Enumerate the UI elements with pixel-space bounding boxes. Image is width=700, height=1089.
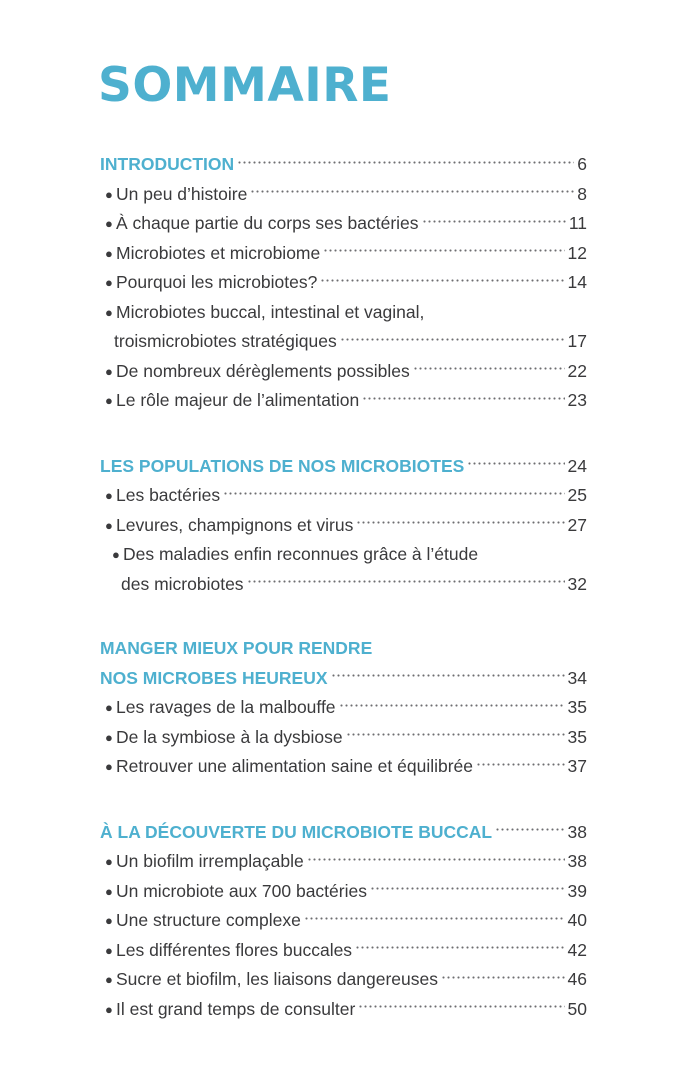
- toc-section-introduction: [100, 150, 587, 416]
- toc-item-continuation[interactable]: [100, 570, 587, 600]
- bullet-icon: ●: [105, 304, 113, 320]
- page-number: 17: [567, 331, 587, 351]
- toc-item[interactable]: [100, 965, 587, 995]
- toc-heading-first-line[interactable]: [100, 634, 587, 664]
- toc-heading-label: À LA DÉCOUVERTE DU MICROBIOTE BUCCAL: [100, 821, 493, 842]
- page-number: 14: [567, 272, 587, 292]
- leader-dots: [339, 700, 565, 710]
- leader-dots: [356, 518, 564, 528]
- toc-item-label: Le rôle majeur de l’alimentation: [116, 390, 360, 410]
- toc-item[interactable]: [100, 357, 587, 387]
- toc-heading-label: LES POPULATIONS DE NOS MICROBIOTES: [100, 455, 465, 476]
- toc-section-populations: [100, 452, 587, 600]
- leader-dots: [250, 187, 574, 197]
- bullet-icon: ●: [105, 913, 113, 928]
- toc-item[interactable]: [100, 511, 587, 541]
- bullet-icon: ●: [105, 363, 113, 379]
- toc-heading-label-line1: MANGER MIEUX POUR RENDRE: [100, 638, 373, 658]
- bullet-icon: ●: [105, 972, 113, 987]
- toc-heading[interactable]: [100, 818, 587, 848]
- page-number: 8: [577, 183, 587, 204]
- leader-dots: [467, 459, 564, 469]
- toc-heading[interactable]: [100, 150, 587, 180]
- leader-dots: [323, 246, 564, 256]
- toc-heading-label: NOS MICROBES HEUREUX: [100, 667, 328, 688]
- toc-item-label: Retrouver une alimentation saine et équilibrée: [116, 756, 474, 776]
- toc-heading[interactable]: [100, 452, 587, 482]
- leader-dots: [307, 854, 565, 864]
- bullet-icon: ●: [105, 245, 113, 261]
- toc-item-label: Levures, champignons et virus: [116, 514, 354, 535]
- toc-item[interactable]: [100, 481, 587, 511]
- section-spacer: [100, 782, 587, 818]
- toc-heading[interactable]: [100, 664, 587, 694]
- bullet-icon: ●: [105, 729, 113, 745]
- toc-item[interactable]: [100, 693, 587, 723]
- page-number: 35: [567, 697, 587, 717]
- leader-dots: [247, 577, 565, 587]
- toc-item[interactable]: [100, 209, 587, 239]
- leader-dots: [495, 825, 564, 835]
- toc-item-label: Un biofilm irremplaçable: [116, 851, 304, 871]
- bullet-icon: ●: [105, 883, 113, 899]
- toc-item-label: troismicrobiotes stratégiques: [114, 331, 337, 351]
- toc-item-label: De la symbiose à la dysbiose: [116, 726, 343, 747]
- page-number: 24: [567, 455, 587, 476]
- toc-item-label: De nombreux dérèglements possibles: [116, 360, 410, 381]
- toc-item-label: Un microbiote aux 700 bactéries: [116, 880, 367, 901]
- page-number: 34: [567, 667, 587, 688]
- toc-item[interactable]: [100, 723, 587, 753]
- table-of-contents: [100, 150, 587, 1024]
- bullet-icon: ●: [105, 854, 113, 869]
- toc-item-label-line1: Des maladies enfin reconnues grâce à l’étude: [123, 544, 479, 564]
- page-number: 37: [567, 756, 587, 776]
- toc-section-microbiote-buccal: [100, 818, 587, 1025]
- page-number: 50: [567, 998, 587, 1019]
- toc-item-first-line[interactable]: [100, 298, 587, 328]
- bullet-icon: ●: [105, 942, 113, 958]
- toc-item[interactable]: [100, 847, 587, 877]
- toc-item-label: Sucre et biofilm, les liaisons dangereuses: [116, 969, 438, 989]
- toc-item-label: Il est grand temps de consulter: [116, 998, 356, 1019]
- toc-item-label: Une structure complexe: [116, 910, 301, 930]
- page-number: 6: [577, 154, 587, 174]
- toc-item-label: Les ravages de la malbouffe: [116, 697, 336, 717]
- leader-dots: [331, 671, 565, 681]
- leader-dots: [362, 393, 564, 403]
- page-number: 11: [568, 213, 587, 233]
- page-number: 22: [567, 360, 587, 381]
- leader-dots: [358, 1002, 564, 1012]
- leader-dots: [304, 913, 565, 923]
- bullet-icon: ●: [105, 759, 113, 774]
- page-number: 25: [567, 485, 587, 505]
- leader-dots: [355, 943, 564, 953]
- bullet-icon: ●: [105, 186, 113, 202]
- leader-dots: [237, 157, 574, 167]
- bullet-icon: ●: [105, 517, 113, 533]
- page-number: 35: [567, 726, 587, 747]
- toc-item[interactable]: [100, 906, 587, 936]
- bullet-icon: ●: [105, 1001, 113, 1017]
- leader-dots: [346, 730, 565, 740]
- bullet-icon: ●: [105, 488, 113, 503]
- leader-dots: [441, 972, 565, 982]
- page-number: 38: [567, 821, 587, 842]
- page-number: 39: [567, 880, 587, 901]
- bullet-icon: ●: [105, 700, 113, 715]
- page-number: 23: [567, 390, 587, 410]
- toc-item-label: Pourquoi les microbiotes?: [116, 272, 318, 292]
- page-title: SOMMAIRE: [98, 58, 392, 113]
- leader-dots: [320, 275, 564, 285]
- toc-heading-label: INTRODUCTION: [100, 154, 235, 174]
- page-number: 42: [567, 939, 587, 960]
- leader-dots: [340, 334, 565, 344]
- page-number: 32: [567, 573, 587, 594]
- toc-item-label: Microbiotes et microbiome: [116, 242, 321, 263]
- toc-item-label: Les bactéries: [116, 485, 221, 505]
- page-number: 40: [567, 910, 587, 930]
- toc-item-label: Les différentes flores buccales: [116, 939, 353, 960]
- leader-dots: [223, 488, 564, 498]
- section-spacer: [100, 416, 587, 452]
- toc-item-label: Un peu d’histoire: [116, 183, 248, 204]
- toc-item[interactable]: [100, 180, 587, 210]
- leader-dots: [422, 216, 566, 226]
- bullet-icon: ●: [112, 547, 120, 562]
- bullet-icon: ●: [105, 393, 113, 408]
- toc-item[interactable]: [100, 268, 587, 298]
- page-number: 46: [567, 969, 587, 989]
- bullet-icon: ●: [105, 275, 113, 290]
- section-spacer: [100, 599, 587, 634]
- toc-item-label: À chaque partie du corps ses bactéries: [116, 213, 419, 233]
- page-number: 12: [567, 242, 587, 263]
- toc-item-label-line1: Microbiotes buccal, intestinal et vaginal,: [116, 301, 425, 322]
- toc-item-first-line[interactable]: [100, 540, 587, 570]
- toc-item[interactable]: [100, 752, 587, 782]
- toc-item[interactable]: [100, 995, 587, 1025]
- leader-dots: [370, 884, 565, 894]
- leader-dots: [413, 364, 565, 374]
- toc-item[interactable]: [100, 936, 587, 966]
- leader-dots: [476, 759, 565, 769]
- toc-item-continuation[interactable]: [100, 327, 587, 357]
- page-number: 27: [567, 514, 587, 535]
- bullet-icon: ●: [105, 216, 113, 231]
- toc-item[interactable]: [100, 239, 587, 269]
- toc-item[interactable]: [100, 877, 587, 907]
- page-number: 38: [567, 851, 587, 871]
- toc-item[interactable]: [100, 386, 587, 416]
- toc-section-manger-mieux: [100, 634, 587, 782]
- toc-item-label: des microbiotes: [121, 573, 244, 594]
